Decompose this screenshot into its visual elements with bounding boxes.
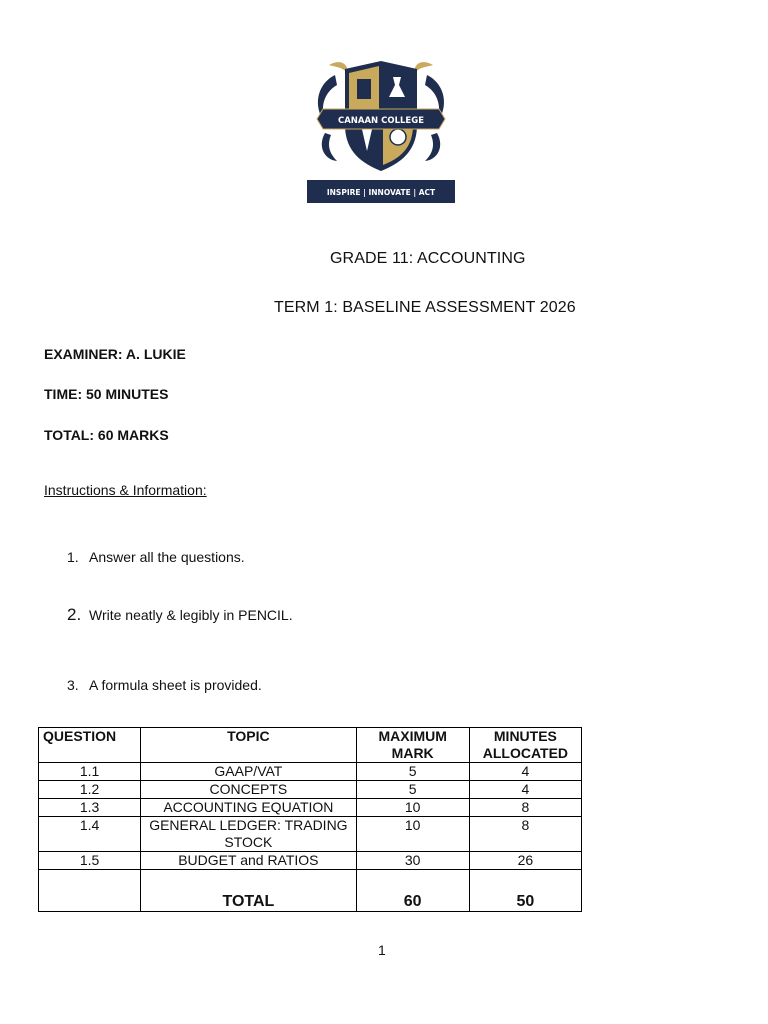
table-row (39, 763, 582, 781)
table-row (39, 852, 582, 870)
cell-total-maximum-mark: 60 (356, 870, 469, 912)
time-label: TIME: 50 MINUTES (44, 386, 169, 402)
logo-motto: INSPIRE | INNOVATE | ACT (326, 188, 436, 197)
instruction-number: 2. (67, 605, 82, 624)
examiner-label: EXAMINER: A. LUKIE (44, 346, 186, 362)
cell-total-label: TOTAL (141, 870, 356, 912)
instruction-text: A formula sheet is provided. (89, 677, 262, 693)
cell-maximum-mark: 10 (356, 817, 469, 852)
instruction-text: Write neatly & legibly in PENCIL. (89, 607, 293, 623)
term-title: TERM 1: BASELINE ASSESSMENT 2026 (274, 299, 576, 316)
instruction-number: 1. (67, 549, 79, 565)
table-row (39, 817, 582, 852)
cell-question: 1.2 (39, 781, 141, 799)
header-question: QUESTION (39, 728, 141, 763)
cell-question: 1.1 (39, 763, 141, 781)
logo-school-name: CANAAN COLLEGE (337, 116, 425, 126)
marks-allocation-table (38, 727, 582, 912)
cell-question: 1.3 (39, 799, 141, 817)
instruction-text: Answer all the questions. (89, 549, 245, 565)
cell-topic: GAAP/VAT (141, 763, 356, 781)
cell-topic: ACCOUNTING EQUATION (141, 799, 356, 817)
instruction-item (67, 549, 245, 565)
header-minutes-allocated: MINUTES ALLOCATED (469, 728, 581, 763)
instruction-number: 3. (67, 677, 79, 693)
cell-question: 1.4 (39, 817, 141, 852)
header-maximum-mark: MAXIMUM MARK (356, 728, 469, 763)
cell-minutes: 8 (469, 799, 581, 817)
table-header-row (39, 728, 582, 763)
page-number: 1 (378, 942, 386, 958)
table-row (39, 781, 582, 799)
total-marks-label: TOTAL: 60 MARKS (44, 427, 169, 443)
instruction-item (67, 677, 262, 693)
cell-topic: BUDGET and RATIOS (141, 852, 356, 870)
instructions-heading: Instructions & Information: (44, 482, 207, 498)
grade-title: GRADE 11: ACCOUNTING (330, 250, 526, 267)
cell-minutes: 26 (469, 852, 581, 870)
cell-maximum-mark: 5 (356, 763, 469, 781)
cell-total-blank (39, 870, 141, 912)
cell-question: 1.5 (39, 852, 141, 870)
cell-maximum-mark: 5 (356, 781, 469, 799)
table-row (39, 799, 582, 817)
table-total-row (39, 870, 582, 912)
cell-minutes: 8 (469, 817, 581, 852)
cell-maximum-mark: 10 (356, 799, 469, 817)
cell-total-minutes: 50 (469, 870, 581, 912)
cell-maximum-mark: 30 (356, 852, 469, 870)
instruction-item (67, 605, 293, 625)
cell-minutes: 4 (469, 781, 581, 799)
cell-topic: GENERAL LEDGER: TRADING STOCK (141, 817, 356, 852)
school-logo (305, 55, 457, 205)
header-topic: TOPIC (141, 728, 356, 763)
cell-topic: CONCEPTS (141, 781, 356, 799)
cell-minutes: 4 (469, 763, 581, 781)
